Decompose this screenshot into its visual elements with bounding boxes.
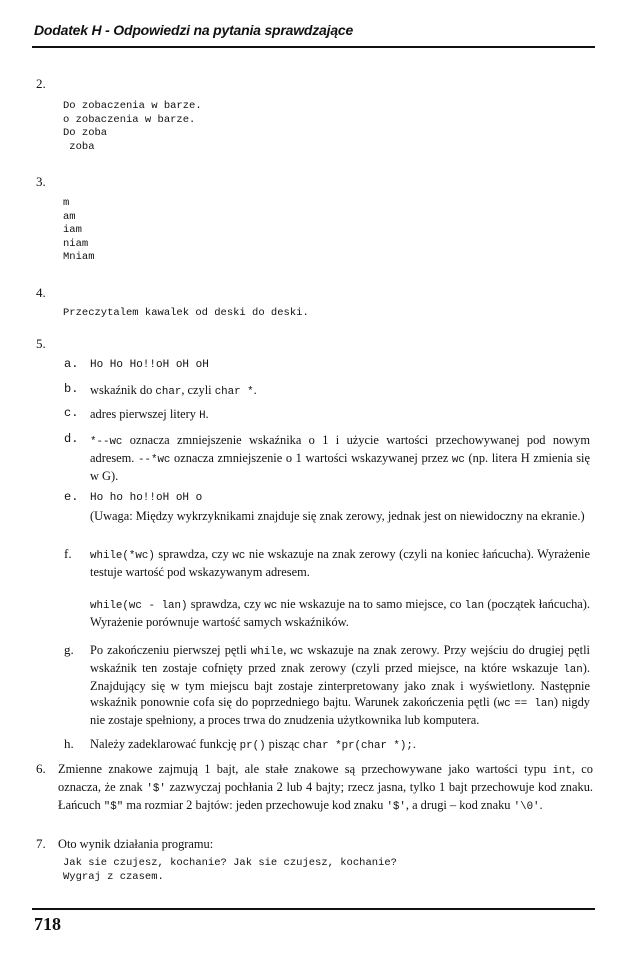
code-line: zoba	[63, 140, 95, 153]
sub-text-a: Ho Ho Ho!!oH oH oH	[90, 359, 209, 371]
sub-text-b: wskaźnik do char, czyli char *.	[90, 383, 257, 398]
sub-label-d: d.	[64, 432, 79, 446]
answer-text-6: Zmienne znakowe zajmują 1 bajt, ale stałe znakowe są przechowywane jako wartości typu int, co oznacza, że znak '$' zazwyczaj pochłania 2 lub 4 bajty; rzecz jasna, tylko 1 bajt przechowuje kod znaku. Łańcuch "$" ma rozmiar 2 bajtów: jeden przechowuje kod znaku '$', a drugi – kod znaku '\0'.	[58, 762, 593, 813]
code-block-7	[63, 857, 397, 884]
code-line: am	[63, 210, 76, 223]
sub-label-e: e.	[64, 490, 79, 504]
item-number-6: 6.	[36, 761, 46, 776]
code-line: iam	[63, 224, 82, 236]
page-number: 718	[34, 914, 61, 934]
code-block-2	[63, 100, 202, 154]
sub-label-b: b.	[64, 382, 79, 396]
code-line: Wygraj z czasem.	[63, 870, 164, 883]
item-number-3: 3.	[36, 174, 46, 189]
sub-text-d: *--wc oznacza zmniejszenie wskaźnika o 1 i użycie wartości przechowywanej pod nowym adresem. --*wc oznacza zmniejszenie o 1 wartości wskazywanej przez wc (np. litera H zmienia się w G).	[90, 433, 590, 483]
sub-text-f-2: while(wc - lan) sprawdza, czy wc nie wskazuje na to samo miejsce, co lan (początek łańcucha). Wyrażenie porównuje wartość samych wskaźników.	[90, 597, 590, 629]
running-header: Dodatek H - Odpowiedzi na pytania sprawdzające	[34, 22, 354, 38]
item-number-5: 5.	[36, 336, 46, 351]
sub-label-g: g.	[64, 642, 74, 657]
item-number-7: 7.	[36, 836, 46, 851]
sub-code-e: Ho ho ho!!oH oH o	[90, 492, 203, 504]
sub-text-f-1: while(*wc) sprawdza, czy wc nie wskazuje na znak zerowy (czyli na koniec łańcucha). Wyrażenie testuje wartość pod wskazywanym adresem.	[90, 547, 590, 579]
code-line: Do zoba	[63, 127, 108, 139]
sub-label-a: a.	[64, 357, 79, 371]
code-line: m	[63, 197, 70, 209]
header-rule	[32, 46, 595, 48]
answer-text-7: Oto wynik działania programu:	[58, 837, 214, 851]
sub-label-h: h.	[64, 736, 74, 751]
item-number-4: 4.	[36, 285, 46, 300]
code-line: Do zobaczenia w barze.	[63, 100, 202, 112]
code-line: o zobaczenia w barze.	[63, 113, 196, 126]
code-line: Mniam	[63, 251, 95, 263]
sub-label-f: f.	[64, 546, 72, 561]
sub-label-c: c.	[64, 406, 79, 420]
code-block-3	[63, 197, 95, 265]
code-line: Jak sie czujesz, kochanie? Jak sie czujesz, kochanie?	[63, 857, 397, 869]
sub-note-e: (Uwaga: Między wykrzyknikami znajduje się znak zerowy, jednak jest on niewidoczny na ekranie.)	[90, 509, 585, 523]
code-line: niam	[63, 237, 89, 250]
sub-text-g: Po zakończeniu pierwszej pętli while, wc wskazuje na znak zerowy. Przy wejściu do drugiej pętli wskaźnik ten zostaje cofnięty przed znak zerowy (czyli przed miejsce, na które wskazuje lan). Znajdujący się w tym miejscu bajt zostaje zinterpretowany jako znak i wyświetlony. Następnie wskaźnik ponownie cofa się do poprzedniego bajtu. Warunek zakończenia pętli (wc == lan) nigdy nie zostaje spełniony, a proces trwa do znudzenia użytkownika lub komputera.	[90, 643, 590, 727]
footer-rule	[32, 908, 595, 910]
sub-text-c: adres pierwszej litery H.	[90, 407, 209, 422]
item-number-2: 2.	[36, 76, 46, 91]
sub-text-h: Należy zadeklarować funkcję pr() pisząc char *pr(char *);.	[90, 737, 416, 752]
code-line-4: Przeczytalem kawalek od deski do deski.	[63, 307, 309, 319]
